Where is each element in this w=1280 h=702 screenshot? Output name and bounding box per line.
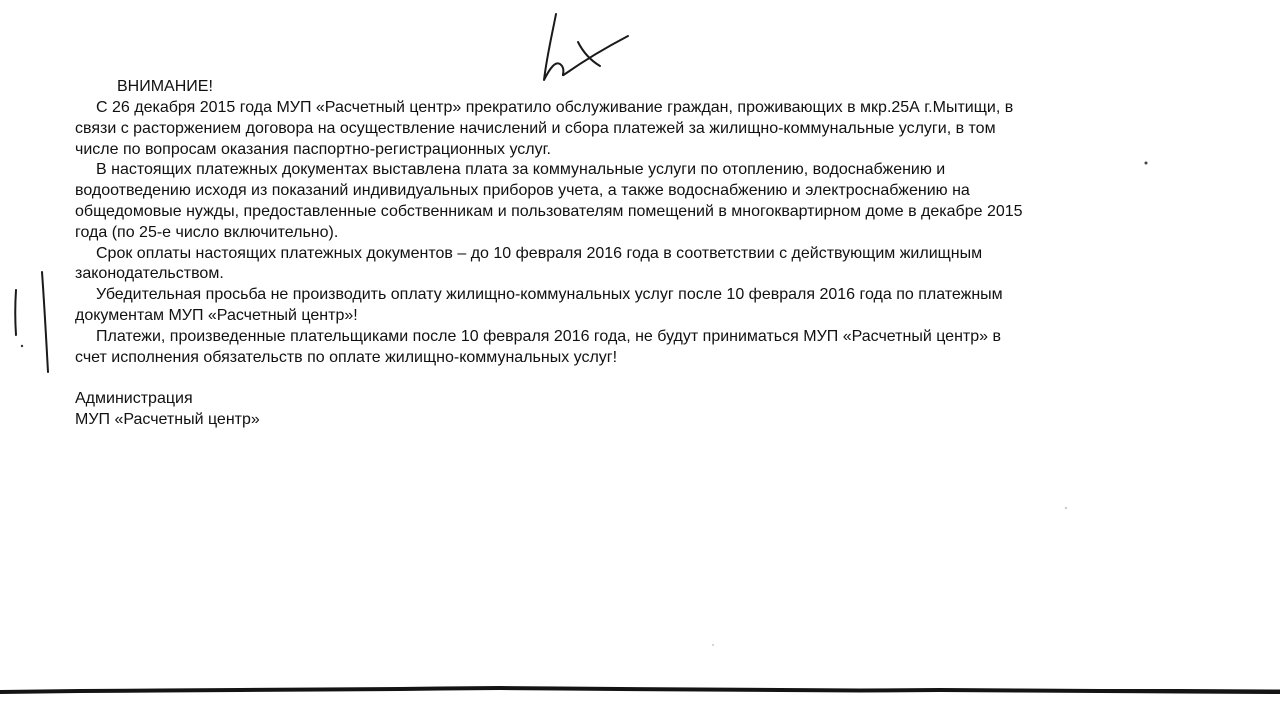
text-line: В настоящих платежных документах выставлена плата за коммунальные услуги по отоплению, водоснабжению и: [96, 161, 946, 179]
text-line: С 26 декабря 2015 года МУП «Расчетный центр» прекратило обслуживание граждан, проживающих в мкр.25А г.Мытищи, в: [96, 99, 1014, 116]
text-line: Платежи, произведенные плательщиками после 10 февраля 2016 года, не будут приниматься МУП «Расчетный центр» в: [96, 327, 1001, 345]
handwritten-mark: [544, 14, 628, 80]
text-line: законодательством.: [75, 265, 224, 283]
notice-body: [75, 98, 1155, 368]
margin-mark-left-2: [42, 272, 48, 372]
speck: [712, 644, 713, 645]
speck: [21, 345, 23, 347]
notice-heading: ВНИМАНИЕ!: [117, 78, 213, 95]
paragraph-termination: [75, 98, 1155, 160]
signature-title: Администрация: [75, 390, 193, 407]
paragraph-payments: [75, 327, 1155, 369]
text-line: документам МУП «Расчетный центр»!: [75, 306, 358, 324]
signature-organization: МУП «Расчетный центр»: [75, 411, 260, 428]
text-line: общедомовые нужды, предоставленные собственникам и пользователям помещений в многоквартирном доме в декабре 2015: [75, 202, 1023, 220]
text-line: счет исполнения обязательств по оплате жилищно-коммунальных услуг!: [75, 348, 618, 366]
text-line: Убедительная просьба не производить оплату жилищно-коммунальных услуг после 10 февраля 2016 года по платежным: [96, 286, 1003, 304]
signature-block: [75, 388, 260, 430]
text-line: числе по вопросам оказания паспортно-регистрационных услуг.: [75, 140, 551, 158]
bottom-edge-line: [0, 686, 1280, 694]
paragraph-billing: [75, 160, 1155, 243]
text-line: Срок оплаты настоящих платежных документов – до 10 февраля 2016 года в соответствии с действующим жилищным: [96, 244, 983, 262]
paragraph-request: [75, 285, 1155, 327]
text-line: года (по 25-е число включительно).: [75, 223, 339, 241]
margin-mark-left-1: [15, 290, 16, 335]
speck: [1065, 507, 1067, 509]
text-line: связи с расторжением договора на осуществление начислений и сбора платежей за жилищно-коммунальные услуги, в том: [75, 119, 996, 137]
paragraph-deadline: [75, 244, 1155, 286]
text-line: водоотведению исходя из показаний индивидуальных приборов учета, а также водоснабжению и электроснабжению на: [75, 182, 970, 200]
